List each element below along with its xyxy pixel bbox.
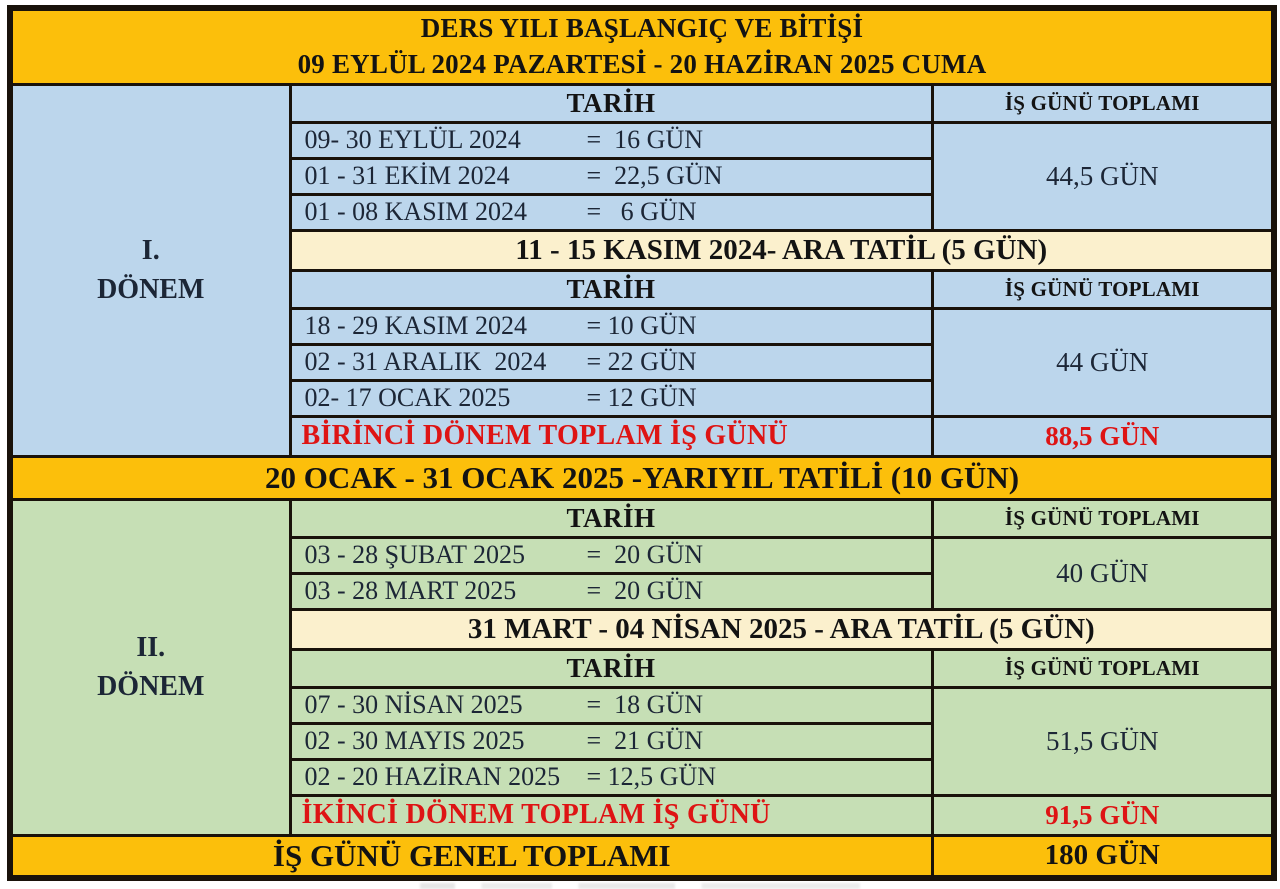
day-count: = 20 GÜN: [586, 576, 703, 605]
term1-total-label: BİRİNCİ DÖNEM TOPLAM İŞ GÜNÜ: [290, 416, 932, 456]
day-count: = 20 GÜN: [586, 540, 703, 569]
term2-total-label: İKİNCİ DÖNEM TOPLAM İŞ GÜNÜ: [290, 795, 932, 835]
school-calendar-table: [7, 5, 1277, 881]
date-row: [290, 122, 932, 158]
date-column-header: TARİH: [290, 649, 932, 687]
semester-break-banner: 20 OCAK - 31 OCAK 2025 -YARIYIL TATİLİ (10 GÜN): [10, 456, 1274, 499]
day-count: = 10 GÜN: [586, 311, 697, 340]
day-count: = 12,5 GÜN: [586, 762, 716, 791]
term2-label-line1: II.: [136, 631, 166, 663]
date-row: [290, 308, 932, 344]
day-count: = 21 GÜN: [586, 726, 703, 755]
term2-total-value: 91,5 GÜN: [932, 795, 1274, 835]
workdays-column-header: İŞ GÜNÜ TOPLAMI: [932, 84, 1274, 122]
date-row: [290, 158, 932, 194]
term1-label-line1: I.: [141, 234, 160, 266]
date-range: 02 - 31 ARALIK 2024: [304, 347, 547, 376]
day-count: = 22 GÜN: [586, 347, 697, 376]
day-count: = 12 GÜN: [586, 383, 697, 412]
date-column-header: TARİH: [290, 270, 932, 308]
calendar-title-line2: 09 EYLÜL 2024 PAZARTESİ - 20 HAZİRAN 2025 CUMA: [297, 48, 987, 79]
date-range: 02 - 20 HAZİRAN 2025: [304, 762, 561, 791]
date-range: 07 - 30 NİSAN 2025: [304, 690, 523, 719]
workdays-column-header: İŞ GÜNÜ TOPLAMI: [932, 649, 1274, 687]
date-row: [290, 723, 932, 759]
date-range: 02- 17 OCAK 2025: [304, 383, 511, 412]
calendar-title: [10, 8, 1274, 84]
term2-label: [10, 499, 290, 835]
term1-label-line2: DÖNEM: [97, 274, 205, 305]
date-row: [290, 687, 932, 723]
date-column-header: TARİH: [290, 499, 932, 537]
date-row: [290, 759, 932, 795]
day-count: = 22,5 GÜN: [586, 161, 723, 190]
block-total-cell: 40 GÜN: [932, 537, 1274, 609]
day-count: = 18 GÜN: [586, 690, 703, 719]
date-range: 09- 30 EYLÜL 2024: [304, 125, 521, 154]
date-row: [290, 380, 932, 416]
day-count: = 16 GÜN: [586, 125, 703, 154]
date-row: [290, 573, 932, 609]
date-range: 02 - 30 MAYIS 2025: [304, 726, 525, 755]
date-row: [290, 537, 932, 573]
grand-total-value: 180 GÜN: [932, 835, 1274, 878]
mid-term-break-banner: 31 MART - 04 NİSAN 2025 - ARA TATİL (5 GÜN): [290, 609, 1274, 649]
block-total-cell: 51,5 GÜN: [932, 687, 1274, 795]
block-total-cell: 44 GÜN: [932, 308, 1274, 416]
cropped-next-row-artifact: [420, 883, 860, 889]
date-row: [290, 344, 932, 380]
date-range: 01 - 08 KASIM 2024: [304, 197, 527, 226]
term2-label-line2: DÖNEM: [97, 671, 205, 702]
date-range: 18 - 29 KASIM 2024: [304, 311, 527, 340]
date-range: 03 - 28 ŞUBAT 2025: [304, 540, 526, 569]
grand-total-label: İŞ GÜNÜ GENEL TOPLAMI: [10, 835, 932, 878]
calendar-title-line1: DERS YILI BAŞLANGIÇ VE BİTİŞİ: [420, 13, 864, 44]
date-range: 01 - 31 EKİM 2024: [304, 161, 510, 190]
date-row: [290, 194, 932, 230]
mid-term-break-banner: 11 - 15 KASIM 2024- ARA TATİL (5 GÜN): [290, 230, 1274, 270]
workdays-column-header: İŞ GÜNÜ TOPLAMI: [932, 499, 1274, 537]
term1-total-value: 88,5 GÜN: [932, 416, 1274, 456]
workdays-column-header: İŞ GÜNÜ TOPLAMI: [932, 270, 1274, 308]
date-column-header: TARİH: [290, 84, 932, 122]
day-count: = 6 GÜN: [586, 197, 697, 226]
term1-label: [10, 84, 290, 456]
date-range: 03 - 28 MART 2025: [304, 576, 517, 605]
block-total-cell: 44,5 GÜN: [932, 122, 1274, 230]
